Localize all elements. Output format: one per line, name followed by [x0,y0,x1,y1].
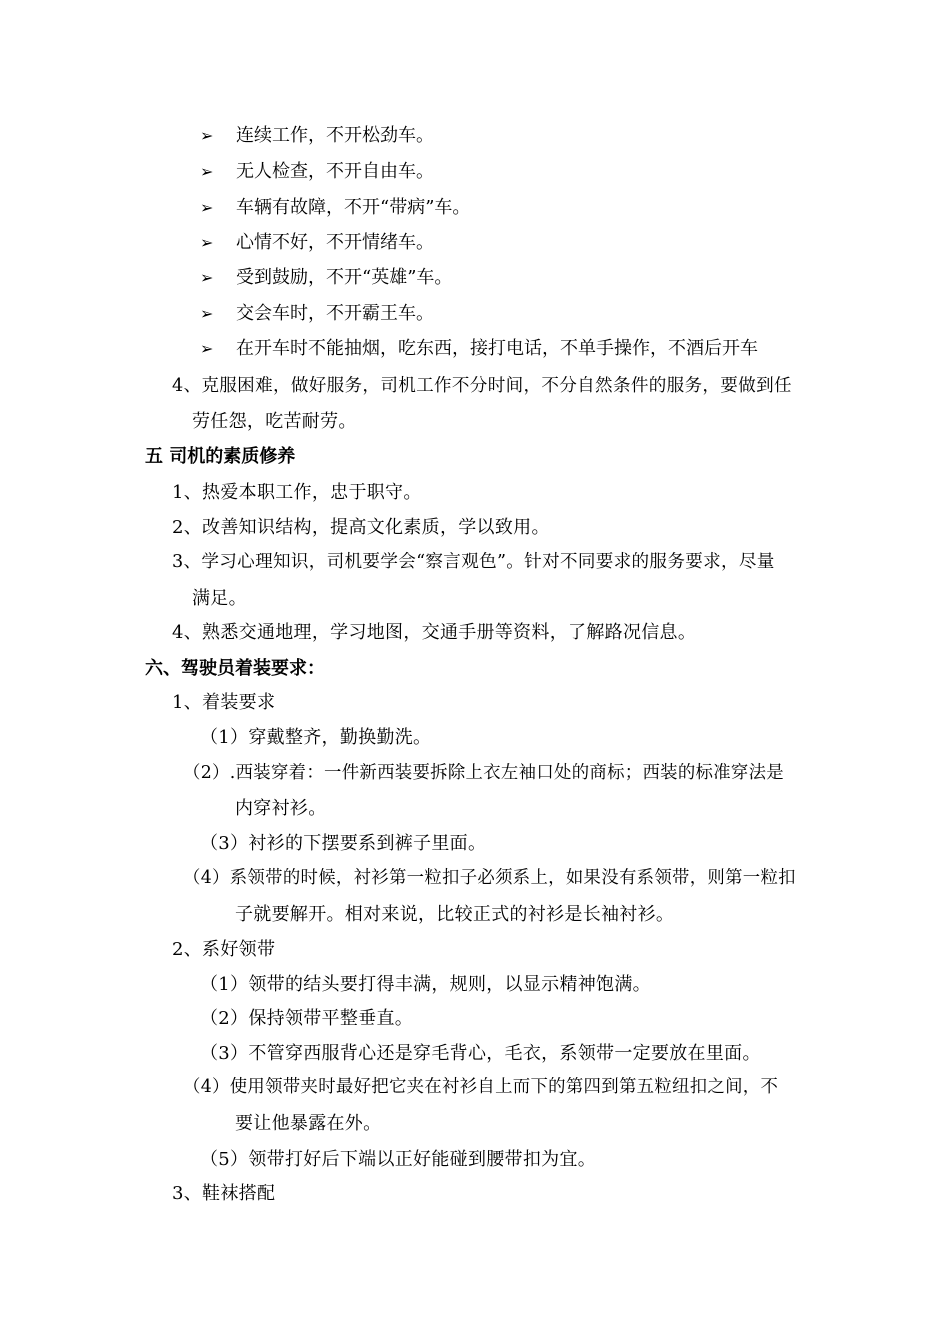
bullet-text: 交会车时，不开霸王车。 [236,303,434,324]
bullet-item [200,267,452,289]
bullet-item [200,232,434,254]
bullet-item [200,125,434,147]
subsection-title: 3、鞋袜搭配 [172,1183,276,1204]
subsection-title: 1、着装要求 [172,692,276,713]
arrow-bullet-icon: ➢ [200,126,214,145]
subsection-title: 2、系好领带 [172,939,276,960]
list-item: 满足。 [192,588,247,609]
bullet-text: 受到鼓励，不开“英雄”车。 [236,267,453,288]
bullet-item [200,303,434,325]
arrow-bullet-icon: ➢ [200,198,214,217]
bullet-text: 连续工作，不开松劲车。 [236,125,434,146]
list-item: （5）领带打好后下端以正好能碰到腰带扣为宜。 [200,1149,597,1170]
list-item: 要让他暴露在外。 [235,1113,382,1134]
paragraph-line: 4、克服困难，做好服务，司机工作不分时间，不分自然条件的服务，要做到任 [172,376,792,396]
list-item: 4、熟悉交通地理，学习地图，交通手册等资料，了解路况信息。 [172,622,697,643]
section-heading: 六、驾驶员着装要求： [145,658,325,679]
arrow-bullet-icon: ➢ [200,304,214,323]
list-item: 内穿衬衫。 [235,798,327,819]
list-item: （2）.西装穿着：一件新西装要拆除上衣左袖口处的商标；西装的标准穿法是 [183,763,784,783]
bullet-item [200,197,470,219]
bullet-text: 心情不好，不开情绪车。 [236,232,434,253]
list-item: （1）领带的结头要打得丰满，规则，以显示精神饱满。 [200,974,651,995]
arrow-bullet-icon: ➢ [200,162,214,181]
list-item: （3）衬衫的下摆要系到裤子里面。 [200,833,487,854]
bullet-text: 在开车时不能抽烟，吃东西，接打电话，不单手操作，不酒后开车 [236,338,758,359]
list-item: （1）穿戴整齐，勤换勤洗。 [200,727,432,748]
list-item: （4）使用领带夹时最好把它夹在衬衫自上而下的第四到第五粒纽扣之间，不 [183,1077,779,1097]
list-item: （3）不管穿西服背心还是穿毛背心，毛衣，系领带一定要放在里面。 [200,1043,761,1064]
arrow-bullet-icon: ➢ [200,339,214,358]
list-item: 1、热爱本职工作，忠于职守。 [172,482,422,503]
section-heading: 五 司机的素质修养 [145,446,296,467]
list-item: 3、学习心理知识，司机要学会“察言观色”。针对不同要求的服务要求，尽量 [172,552,775,572]
bullet-item [200,161,434,183]
bullet-text: 无人检查，不开自由车。 [236,161,434,182]
list-item: 子就要解开。相对来说，比较正式的衬衫是长袖衬衫。 [235,904,675,925]
list-item: （4）系领带的时候，衬衫第一粒扣子必须系上，如果没有系领带，则第一粒扣 [183,868,796,888]
paragraph-line: 劳任怨，吃苦耐劳。 [192,411,357,432]
arrow-bullet-icon: ➢ [200,268,214,287]
arrow-bullet-icon: ➢ [200,233,214,252]
bullet-text: 车辆有故障，不开“带病”车。 [236,197,471,218]
list-item: （2）保持领带平整垂直。 [200,1008,414,1029]
bullet-item [200,338,758,360]
list-item: 2、改善知识结构，提高文化素质，学以致用。 [172,517,550,538]
